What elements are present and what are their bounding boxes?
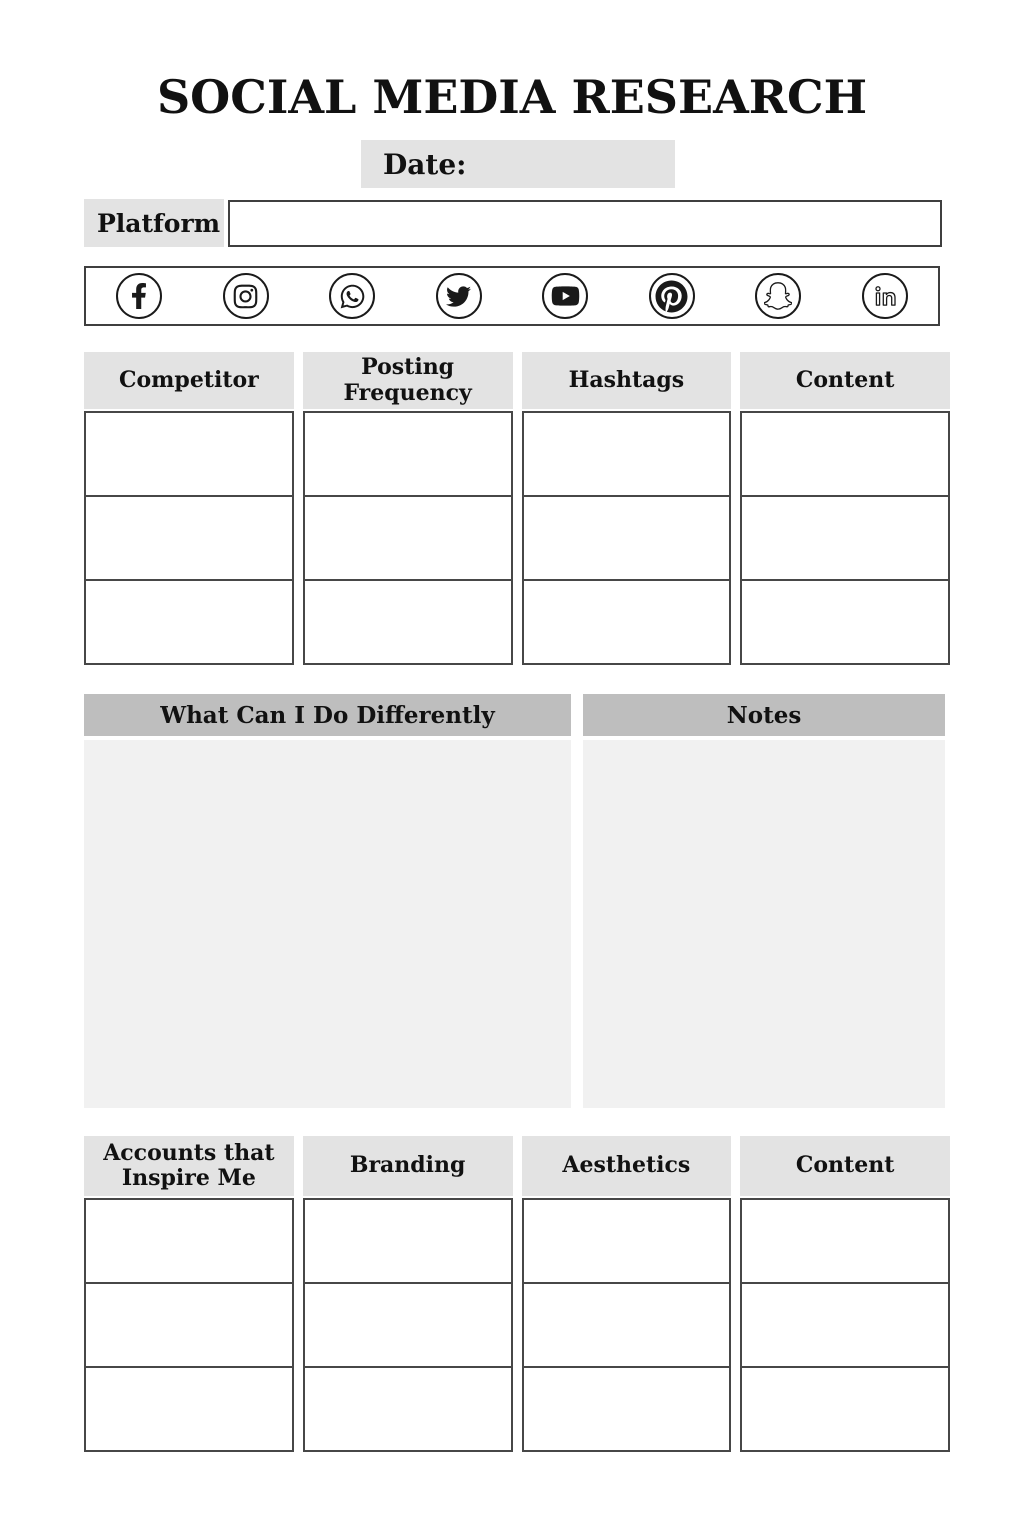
- posting-frequency-cell-row3[interactable]: [303, 579, 513, 665]
- notes-section-header: Notes: [583, 694, 945, 736]
- posting-frequency-cell-row2[interactable]: [303, 495, 513, 581]
- platform-input[interactable]: [228, 200, 942, 247]
- hashtags-column-header: Hashtags: [522, 352, 732, 409]
- competitor-table: [84, 352, 950, 665]
- aesthetics-cell-row1[interactable]: [522, 1198, 732, 1284]
- hashtags-cell-row2[interactable]: [522, 495, 732, 581]
- inspiring-accounts-cell-row1[interactable]: [84, 1198, 294, 1284]
- whatsapp-icon[interactable]: [329, 273, 375, 319]
- competitor-cell-row2[interactable]: [84, 495, 294, 581]
- inspiration-content-cell-row3[interactable]: [740, 1366, 950, 1452]
- differently-section-header: What Can I Do Differently: [84, 694, 571, 736]
- inspiring-accounts-column: [84, 1136, 294, 1452]
- inspiring-accounts-cell-row2[interactable]: [84, 1282, 294, 1368]
- platform-label-text: Platform: [97, 208, 221, 238]
- date-label: Date:: [383, 147, 467, 181]
- competitor-column: [84, 352, 294, 665]
- inspiring-accounts-cell-row3[interactable]: [84, 1366, 294, 1452]
- competitor-cell-row1[interactable]: [84, 411, 294, 497]
- inspiring-accounts-column-header: Accounts that Inspire Me: [84, 1136, 294, 1196]
- content-cell-row3[interactable]: [740, 579, 950, 665]
- aesthetics-cell-row2[interactable]: [522, 1282, 732, 1368]
- inspiration-content-column: [740, 1136, 950, 1452]
- inspiration-table: [84, 1136, 950, 1452]
- youtube-icon[interactable]: [542, 273, 588, 319]
- inspiration-content-cell-row1[interactable]: [740, 1198, 950, 1284]
- branding-column: [303, 1136, 513, 1452]
- hashtags-column: [522, 352, 732, 665]
- platform-label: [84, 199, 224, 247]
- linkedin-icon[interactable]: [862, 273, 908, 319]
- branding-column-header: Branding: [303, 1136, 513, 1196]
- hashtags-cell-row3[interactable]: [522, 579, 732, 665]
- competitor-cell-row3[interactable]: [84, 579, 294, 665]
- page-title: SOCIAL MEDIA RESEARCH: [156, 70, 868, 124]
- posting-frequency-column-header: Posting Frequency: [303, 352, 513, 409]
- competitor-column-header: Competitor: [84, 352, 294, 409]
- posting-frequency-column: [303, 352, 513, 665]
- branding-cell-row3[interactable]: [303, 1366, 513, 1452]
- pinterest-icon[interactable]: [649, 273, 695, 319]
- content-column: [740, 352, 950, 665]
- inspiration-content-column-header: Content: [740, 1136, 950, 1196]
- hashtags-cell-row1[interactable]: [522, 411, 732, 497]
- platform-icon-bar: [84, 266, 940, 326]
- instagram-icon[interactable]: [223, 273, 269, 319]
- content-column-header: Content: [740, 352, 950, 409]
- branding-cell-row1[interactable]: [303, 1198, 513, 1284]
- facebook-icon[interactable]: [116, 273, 162, 319]
- content-cell-row2[interactable]: [740, 495, 950, 581]
- content-cell-row1[interactable]: [740, 411, 950, 497]
- twitter-icon[interactable]: [436, 273, 482, 319]
- differently-section-writing-area[interactable]: [84, 740, 571, 1108]
- posting-frequency-cell-row1[interactable]: [303, 411, 513, 497]
- date-field[interactable]: [361, 140, 675, 188]
- branding-cell-row2[interactable]: [303, 1282, 513, 1368]
- inspiration-content-cell-row2[interactable]: [740, 1282, 950, 1368]
- snapchat-icon[interactable]: [755, 273, 801, 319]
- aesthetics-column-header: Aesthetics: [522, 1136, 732, 1196]
- aesthetics-cell-row3[interactable]: [522, 1366, 732, 1452]
- aesthetics-column: [522, 1136, 732, 1452]
- notes-section-writing-area[interactable]: [583, 740, 945, 1108]
